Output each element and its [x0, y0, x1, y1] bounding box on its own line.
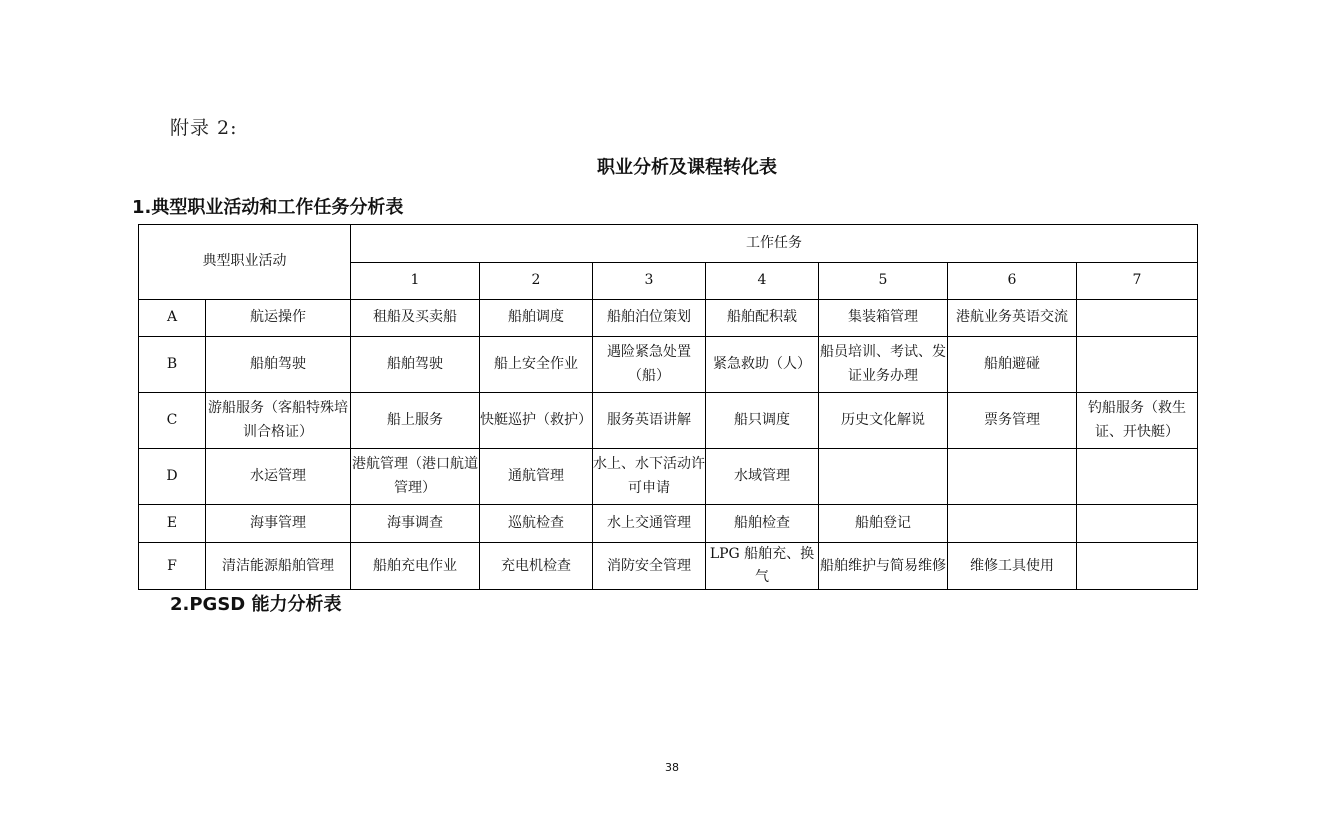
- task-cell: 票务管理: [948, 393, 1077, 449]
- activity-code: F: [139, 543, 206, 590]
- activity-task-table: [138, 224, 1198, 590]
- task-cell: 港航业务英语交流: [948, 300, 1077, 337]
- task-cell: 船只调度: [706, 393, 819, 449]
- table-row: [139, 300, 1198, 337]
- section-1-title: 1.典型职业活动和工作任务分析表: [132, 197, 404, 218]
- activity-name: 船舶驾驶: [206, 337, 351, 393]
- task-cell: 船上服务: [351, 393, 480, 449]
- task-cell: 巡航检查: [480, 505, 593, 543]
- task-cell: 船上安全作业: [480, 337, 593, 393]
- task-cell: 水域管理: [706, 449, 819, 505]
- task-cell: 快艇巡护（救护）: [480, 393, 593, 449]
- table-row: [139, 449, 1198, 505]
- task-cell: 船舶调度: [480, 300, 593, 337]
- task-cell: 钓船服务（救生证、开快艇）: [1077, 393, 1198, 449]
- table-row: [139, 337, 1198, 393]
- activity-code: B: [139, 337, 206, 393]
- task-number-4: 4: [706, 263, 819, 300]
- task-cell: 船舶驾驶: [351, 337, 480, 393]
- table-row: [139, 393, 1198, 449]
- task-number-5: 5: [819, 263, 948, 300]
- table-row: [139, 543, 1198, 590]
- task-cell: 集装箱管理: [819, 300, 948, 337]
- task-number-3: 3: [593, 263, 706, 300]
- task-cell: 消防安全管理: [593, 543, 706, 590]
- header-row-1: [139, 225, 1198, 263]
- activity-code: A: [139, 300, 206, 337]
- task-cell: 港航管理（港口航道管理）: [351, 449, 480, 505]
- task-cell: 水上、水下活动许可申请: [593, 449, 706, 505]
- task-cell: [1077, 300, 1198, 337]
- task-cell: 租船及买卖船: [351, 300, 480, 337]
- task-cell: 充电机检查: [480, 543, 593, 590]
- task-number-2: 2: [480, 263, 593, 300]
- task-cell: [1077, 505, 1198, 543]
- task-cell: 船员培训、考试、发证业务办理: [819, 337, 948, 393]
- task-cell: 海事调查: [351, 505, 480, 543]
- task-cell: 船舶泊位策划: [593, 300, 706, 337]
- activity-code: E: [139, 505, 206, 543]
- activity-name: 海事管理: [206, 505, 351, 543]
- document-title: 职业分析及课程转化表: [597, 157, 777, 178]
- task-number-6: 6: [948, 263, 1077, 300]
- activity-name: 游船服务（客船特殊培训合格证）: [206, 393, 351, 449]
- task-cell: [1077, 543, 1198, 590]
- task-number-7: 7: [1077, 263, 1198, 300]
- table-row: [139, 505, 1198, 543]
- task-cell: [948, 449, 1077, 505]
- section-2-title: 2.PGSD 能力分析表: [170, 594, 342, 615]
- task-cell: 水上交通管理: [593, 505, 706, 543]
- activity-name: 航运操作: [206, 300, 351, 337]
- appendix-label: 附录 2:: [170, 117, 238, 139]
- task-cell: 船舶充电作业: [351, 543, 480, 590]
- task-cell: 船舶配积载: [706, 300, 819, 337]
- task-cell: 遇险紧急处置（船）: [593, 337, 706, 393]
- table-body: [139, 225, 1198, 590]
- task-cell: [819, 449, 948, 505]
- activity-name: 水运管理: [206, 449, 351, 505]
- task-cell: LPG 船舶充、换气: [706, 543, 819, 590]
- task-cell: [948, 505, 1077, 543]
- activity-code: C: [139, 393, 206, 449]
- task-number-1: 1: [351, 263, 480, 300]
- activity-header: 典型职业活动: [139, 225, 351, 300]
- task-cell: 船舶登记: [819, 505, 948, 543]
- task-cell: 紧急救助（人）: [706, 337, 819, 393]
- activity-name: 清洁能源船舶管理: [206, 543, 351, 590]
- task-cell: 服务英语讲解: [593, 393, 706, 449]
- task-cell: 通航管理: [480, 449, 593, 505]
- task-cell: 船舶检查: [706, 505, 819, 543]
- task-cell: 船舶维护与简易维修: [819, 543, 948, 590]
- task-cell: [1077, 337, 1198, 393]
- activity-code: D: [139, 449, 206, 505]
- task-cell: [1077, 449, 1198, 505]
- task-cell: 船舶避碰: [948, 337, 1077, 393]
- page-number: 38: [665, 761, 679, 774]
- task-header: 工作任务: [351, 225, 1198, 263]
- task-cell: 维修工具使用: [948, 543, 1077, 590]
- task-cell: 历史文化解说: [819, 393, 948, 449]
